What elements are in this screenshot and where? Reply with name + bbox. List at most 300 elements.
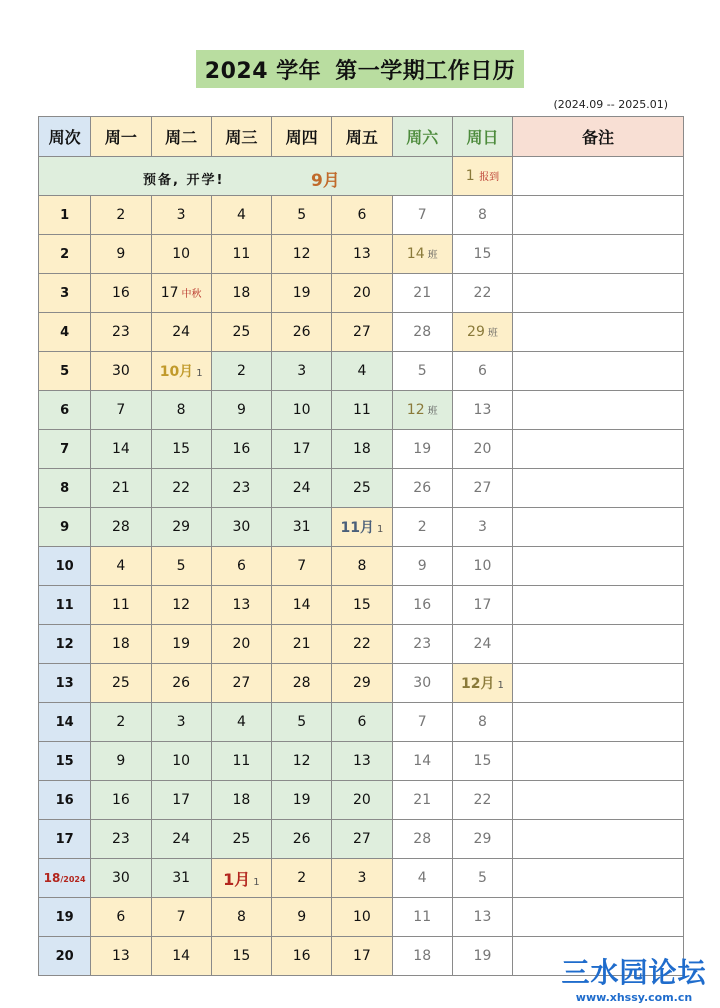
day-cell-wed [211,625,271,664]
day-number: 3 [478,519,487,535]
day-cell-thu [272,586,332,625]
day-number: 29 [353,675,371,691]
week-number [39,820,91,859]
day-cell-sat [392,547,452,586]
day-cell-wed [211,859,271,898]
day-number: 15 [232,948,251,964]
day-cell-thu [272,937,332,976]
week-number [39,664,91,703]
day-number: 5 [297,714,307,730]
day-cell-mon [91,781,151,820]
day-number: 26 [172,675,191,691]
day-number: 2 [116,714,126,730]
day-number: 13 [473,402,492,418]
title-year: 2024 学年 [204,58,322,84]
day-number: 2 [297,870,307,886]
day-cell-fri [332,703,392,742]
week-number-label: 1 [60,207,70,223]
day-number: 12 [172,597,191,613]
day-number: 17 [172,792,191,808]
day-number: 22 [473,792,492,808]
day-cell-tue [151,274,211,313]
day-number: 13 [353,246,371,262]
day-number: 11 [413,909,432,925]
day-cell-sat [392,586,452,625]
header-mon: 周一 [91,117,151,157]
note-cell [513,703,684,742]
day-number: 16 [232,441,251,457]
week-row [39,274,684,313]
day-cell-wed [211,742,271,781]
day-number: 22 [353,636,371,652]
week-row [39,625,684,664]
day-number: 27 [473,480,492,496]
day-number: 5 [176,558,186,574]
week-number [39,469,91,508]
day-cell-fri [332,313,392,352]
note-cell [513,157,684,196]
day-number: 18 [353,441,371,457]
day-number: 16 [413,597,432,613]
day-cell-thu [272,898,332,937]
day-cell-sun [452,781,512,820]
day-number: 17 [292,441,311,457]
note-cell [513,898,684,937]
day-cell-wed [211,703,271,742]
day-number: 10 [172,753,191,769]
day-number: 26 [292,324,311,340]
day-cell-sat [392,235,452,274]
day-cell-wed [211,664,271,703]
day-cell-mon [91,196,151,235]
day-cell-mon [91,625,151,664]
day-cell-wed [211,274,271,313]
week-number-label: 2 [60,246,70,262]
day-number: 6 [116,909,126,925]
header-week: 周次 [39,117,91,157]
day-cell-mon [91,391,151,430]
day-cell-sun [452,703,512,742]
day-number: 28 [111,519,130,535]
day-cell-sat [392,664,452,703]
day-cell-mon [91,508,151,547]
day-number: 14 [172,948,191,964]
day-cell-sat [392,469,452,508]
day-cell-mon [91,898,151,937]
week-number-label: 13 [55,675,74,691]
day-cell-sun [452,586,512,625]
day-number: 9 [417,558,427,574]
day-number: 18 [413,948,432,964]
day-note: 1 [253,876,260,888]
day-cell-fri [332,469,392,508]
day-number: 21 [413,792,432,808]
day-number: 2 [417,519,427,535]
day-cell-sun [452,391,512,430]
day-cell-sat [392,391,452,430]
day-note: 班 [427,250,438,261]
day-number: 27 [353,324,371,340]
day-number: 28 [413,831,432,847]
day-number: 4 [417,870,427,886]
day-cell-tue [151,859,211,898]
day-cell-mon [91,859,151,898]
day-cell-wed [211,313,271,352]
day-cell-fri [332,781,392,820]
header-notes: 备注 [513,117,684,157]
day-number: 14 [406,246,425,262]
day-cell-mon [91,430,151,469]
day-number: 3 [176,207,186,223]
week-row [39,235,684,274]
day-number: 23 [111,324,130,340]
day-cell-wed [211,937,271,976]
day-cell-sat [392,352,452,391]
day-number: 31 [292,519,311,535]
week-number-label: 20 [55,948,74,964]
day-number: 29 [473,831,492,847]
banner-month: 9月 [311,171,340,191]
note-cell [513,586,684,625]
day-number: 2 [116,207,126,223]
day-cell-sat [392,859,452,898]
day-number: 14 [292,597,311,613]
day-number: 13 [353,753,371,769]
day-number: 16 [111,792,130,808]
day-number: 18 [111,636,130,652]
day-cell-thu [272,703,332,742]
day-cell-thu [272,391,332,430]
week-number [39,274,91,313]
day-cell-thu [272,430,332,469]
day-number: 20 [353,285,371,301]
note-cell [513,313,684,352]
banner-text: 预备, 开学! [143,173,225,188]
watermark-url: www.xhssy.com.cn [575,991,693,1004]
note-cell [513,391,684,430]
day-cell-fri [332,742,392,781]
day-cell-sat [392,196,452,235]
note-cell [513,235,684,274]
day-number: 25 [232,324,251,340]
day-number: 4 [116,558,126,574]
day-cell-sun [452,235,512,274]
day-number: 12 [292,753,311,769]
week-row [39,196,684,235]
day-number: 8 [176,402,186,418]
day-number: 21 [111,480,130,496]
week-year-sub: /2024 [60,874,86,884]
day-cell-fri [332,664,392,703]
day-number: 24 [473,636,492,652]
note-cell [513,859,684,898]
day-cell-fri [332,820,392,859]
day-cell-tue [151,469,211,508]
day-number: 29 [172,519,191,535]
day-cell-sat [392,781,452,820]
day-cell-tue [151,664,211,703]
day-cell-mon [91,664,151,703]
day-cell-sun [452,625,512,664]
week-number-label: 19 [55,909,74,925]
day-cell-wed [211,820,271,859]
header-row [39,117,684,157]
day-cell-tue [151,742,211,781]
day-cell-mon [91,820,151,859]
header-sat: 周六 [392,117,452,157]
day-number: 21 [413,285,432,301]
week-number [39,235,91,274]
day-number: 10 [473,558,492,574]
header-wed: 周三 [211,117,271,157]
day-number: 27 [232,675,251,691]
day-number: 6 [478,363,487,379]
day-cell-thu [272,625,332,664]
day-cell-thu [272,547,332,586]
day-number: 24 [172,831,191,847]
watermark [554,956,714,1004]
day-cell-sat [392,820,452,859]
day-note: 1 [497,680,504,691]
day-cell-wed [211,235,271,274]
day-cell-tue [151,508,211,547]
day-note: 班 [427,406,438,417]
day-cell-thu [272,859,332,898]
week-number [39,313,91,352]
week-row [39,742,684,781]
day-cell-fri [332,352,392,391]
day-cell-mon [91,352,151,391]
day-cell-thu [272,742,332,781]
day-cell-fri [332,508,392,547]
week-row [39,898,684,937]
day-number: 21 [292,636,311,652]
day-cell-mon [91,586,151,625]
week-row [39,430,684,469]
day-number: 24 [172,324,191,340]
day-cell-mon [91,469,151,508]
day-cell-sun [452,898,512,937]
day-cell-sun [452,196,512,235]
day-cell-mon [91,274,151,313]
day-cell-thu [272,469,332,508]
week-number-label: 18 [43,870,61,885]
note-cell [513,820,684,859]
day-cell-thu [272,664,332,703]
day-cell-fri [332,859,392,898]
day-cell-thu [272,196,332,235]
day-cell-sun [452,469,512,508]
day-number: 19 [473,948,492,964]
day-number: 9 [297,909,307,925]
day-number: 3 [176,714,186,730]
day-number: 8 [478,714,487,730]
day-number: 11 [232,246,251,262]
calendar-table [38,116,684,976]
day-number: 30 [413,675,432,691]
day-cell-fri [332,196,392,235]
day-number: 19 [292,285,311,301]
day-cell-mon [91,313,151,352]
week-number-label: 10 [55,558,74,574]
day-cell-sun [452,742,512,781]
day-number: 2 [236,363,246,379]
day-cell-thu [272,781,332,820]
week-row [39,703,684,742]
day-cell-sun [452,937,512,976]
week-row [39,664,684,703]
note-cell [513,781,684,820]
day-number: 27 [353,831,371,847]
day-cell-thu [272,508,332,547]
day-number: 11 [111,597,130,613]
day-number: 19 [172,636,191,652]
day-cell-sat [392,742,452,781]
day-number: 9 [116,246,126,262]
day-number: 4 [357,363,367,379]
day-cell-sun [452,508,512,547]
day-cell-sat [392,313,452,352]
day-cell-tue [151,391,211,430]
day-cell-tue [151,430,211,469]
page-title [196,50,524,88]
day-cell-fri [332,274,392,313]
day-cell-sat [392,430,452,469]
day-cell-wed [211,508,271,547]
day-cell-sun [452,313,512,352]
day-number: 11 [353,402,371,418]
week-number-label: 16 [55,792,74,808]
day-cell-sat [392,274,452,313]
day-number: 15 [473,753,492,769]
week-number [39,547,91,586]
day-number: 6 [236,558,246,574]
week-row [39,859,684,898]
day-cell-fri [332,547,392,586]
day-note: 1 [196,368,203,379]
week-row [39,586,684,625]
day-number: 15 [172,441,191,457]
banner-cell [39,157,453,196]
day-number: 26 [413,480,432,496]
day-cell-sat [392,703,452,742]
day-cell-wed [211,430,271,469]
day-cell-tue [151,898,211,937]
day-cell-sun [452,430,512,469]
day-cell-fri [332,898,392,937]
day-number: 12 [292,246,311,262]
week-number-label: 14 [55,714,74,730]
day-number: 4 [236,207,246,223]
day-cell-sat [392,898,452,937]
day-note: 中秋 [181,289,202,300]
week-number-label: 11 [55,597,74,613]
day-number: 14 [413,753,432,769]
day-number: 1月 [223,869,251,889]
day-number: 17 [353,948,371,964]
banner-row [39,157,684,196]
day-number: 11月 [340,520,374,536]
day-cell-wed [211,898,271,937]
day-cell-sat [392,508,452,547]
week-number [39,703,91,742]
day-number: 12 [406,402,425,418]
note-cell [513,742,684,781]
day-number: 10 [292,402,311,418]
day-cell-tue [151,820,211,859]
week-number [39,352,91,391]
day-number: 3 [297,363,307,379]
day-cell-mon [91,742,151,781]
day-cell-sat [392,625,452,664]
week-number [39,742,91,781]
week-row [39,547,684,586]
day-number: 18 [232,792,251,808]
day-number: 23 [111,831,130,847]
day-cell-wed [211,547,271,586]
day-cell-wed [211,391,271,430]
note-cell [513,196,684,235]
day-number: 5 [417,363,427,379]
week-number-label: 9 [60,519,70,535]
day-number: 7 [176,909,186,925]
day-number: 6 [357,714,367,730]
day-cell-sun [452,547,512,586]
day-number: 7 [417,207,427,223]
day-number: 28 [292,675,311,691]
day-number: 13 [473,909,492,925]
day-cell-tue [151,703,211,742]
day-number: 14 [111,441,130,457]
week-row [39,391,684,430]
week-row [39,352,684,391]
note-cell [513,469,684,508]
week-number [39,508,91,547]
day-number: 9 [116,753,126,769]
day-cell-fri [332,235,392,274]
day-number: 25 [111,675,130,691]
day-cell-wed [211,196,271,235]
day-number: 17 [160,285,179,301]
day-number: 29 [467,324,485,340]
day-number: 26 [292,831,311,847]
day-number: 30 [232,519,251,535]
week-row [39,508,684,547]
day-number: 15 [473,246,492,262]
week-row [39,820,684,859]
day-number: 20 [353,792,371,808]
day-number: 25 [232,831,251,847]
day-cell-mon [91,937,151,976]
day-cell-sun [452,274,512,313]
day-cell-wed [211,781,271,820]
week-number [39,586,91,625]
day-number: 23 [413,636,432,652]
day-cell-tue [151,235,211,274]
day-cell-tue [151,547,211,586]
day-number: 30 [111,363,130,379]
day-cell-sun [452,352,512,391]
banner-sunday: 1 报到 [452,157,512,196]
week-number-label: 6 [60,402,70,418]
day-number: 10 [172,246,191,262]
day-note: 1 [376,524,384,535]
note-cell [513,508,684,547]
day-number: 8 [357,558,367,574]
day-number: 5 [478,870,487,886]
day-cell-fri [332,937,392,976]
day-cell-tue [151,196,211,235]
